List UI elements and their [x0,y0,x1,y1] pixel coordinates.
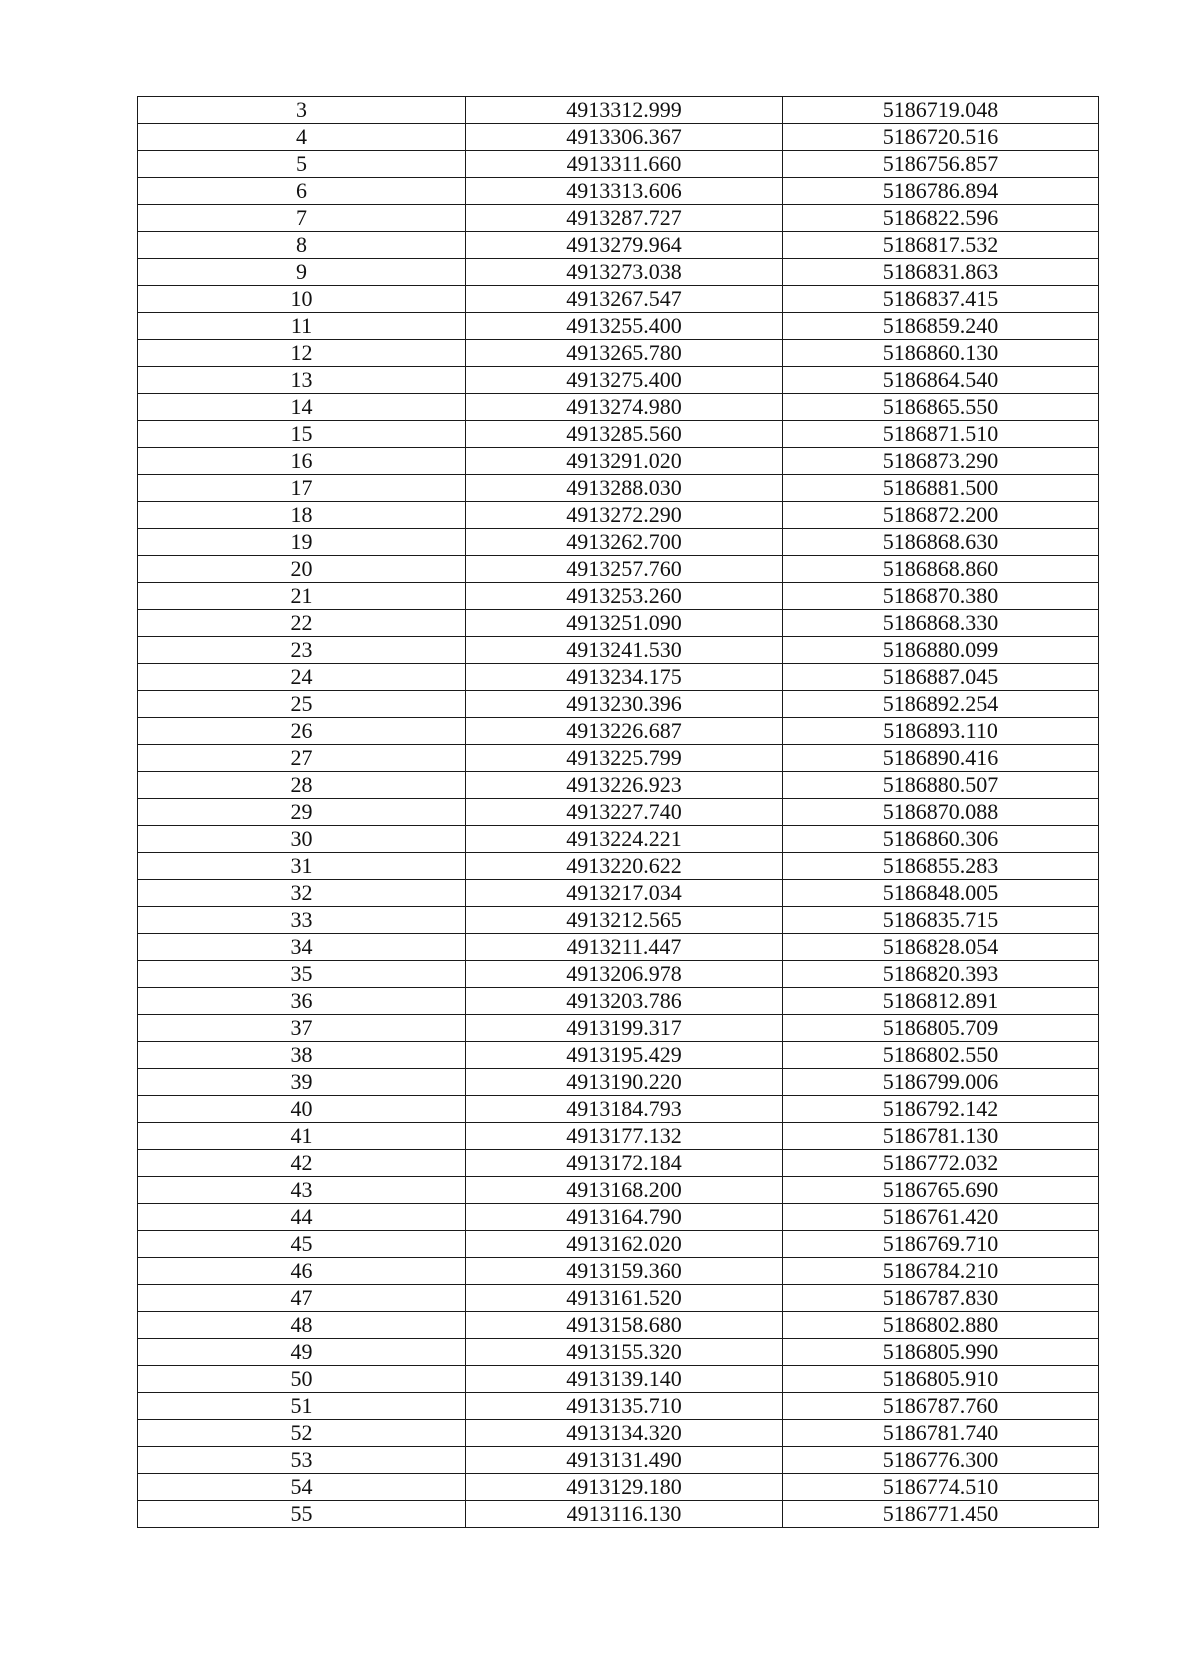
x-coordinate-cell: 4913287.727 [466,205,783,232]
table-row [138,583,1099,610]
point-number-cell: 16 [138,448,466,475]
point-number-cell: 44 [138,1204,466,1231]
point-number-cell: 7 [138,205,466,232]
point-number-cell: 21 [138,583,466,610]
y-coordinate-cell: 5186848.005 [783,880,1099,907]
y-coordinate-cell: 5186870.380 [783,583,1099,610]
x-coordinate-cell: 4913159.360 [466,1258,783,1285]
y-coordinate-cell: 5186771.450 [783,1501,1099,1528]
table-row [138,502,1099,529]
point-number-cell: 52 [138,1420,466,1447]
table-row [138,529,1099,556]
y-coordinate-cell: 5186887.045 [783,664,1099,691]
x-coordinate-cell: 4913279.964 [466,232,783,259]
table-row [138,1258,1099,1285]
x-coordinate-cell: 4913131.490 [466,1447,783,1474]
y-coordinate-cell: 5186792.142 [783,1096,1099,1123]
y-coordinate-cell: 5186859.240 [783,313,1099,340]
x-coordinate-cell: 4913195.429 [466,1042,783,1069]
y-coordinate-cell: 5186817.532 [783,232,1099,259]
table-row [138,232,1099,259]
x-coordinate-cell: 4913226.687 [466,718,783,745]
table-row [138,1150,1099,1177]
y-coordinate-cell: 5186786.894 [783,178,1099,205]
y-coordinate-cell: 5186781.740 [783,1420,1099,1447]
table-row [138,934,1099,961]
point-number-cell: 37 [138,1015,466,1042]
y-coordinate-cell: 5186820.393 [783,961,1099,988]
x-coordinate-cell: 4913226.923 [466,772,783,799]
point-number-cell: 50 [138,1366,466,1393]
point-number-cell: 4 [138,124,466,151]
x-coordinate-cell: 4913162.020 [466,1231,783,1258]
point-number-cell: 20 [138,556,466,583]
y-coordinate-cell: 5186805.910 [783,1366,1099,1393]
x-coordinate-cell: 4913184.793 [466,1096,783,1123]
y-coordinate-cell: 5186890.416 [783,745,1099,772]
x-coordinate-cell: 4913135.710 [466,1393,783,1420]
y-coordinate-cell: 5186872.200 [783,502,1099,529]
table-row [138,367,1099,394]
table-row [138,772,1099,799]
table-row [138,826,1099,853]
point-number-cell: 55 [138,1501,466,1528]
point-number-cell: 22 [138,610,466,637]
y-coordinate-cell: 5186787.760 [783,1393,1099,1420]
x-coordinate-cell: 4913164.790 [466,1204,783,1231]
table-row [138,691,1099,718]
y-coordinate-cell: 5186805.709 [783,1015,1099,1042]
y-coordinate-cell: 5186868.860 [783,556,1099,583]
y-coordinate-cell: 5186837.415 [783,286,1099,313]
coordinates-table [137,96,1099,1528]
point-number-cell: 36 [138,988,466,1015]
y-coordinate-cell: 5186860.306 [783,826,1099,853]
point-number-cell: 17 [138,475,466,502]
table-row [138,1123,1099,1150]
y-coordinate-cell: 5186802.550 [783,1042,1099,1069]
table-row [138,475,1099,502]
x-coordinate-cell: 4913313.606 [466,178,783,205]
table-row [138,718,1099,745]
table-row [138,1393,1099,1420]
y-coordinate-cell: 5186720.516 [783,124,1099,151]
point-number-cell: 8 [138,232,466,259]
point-number-cell: 41 [138,1123,466,1150]
table-row [138,1042,1099,1069]
x-coordinate-cell: 4913285.560 [466,421,783,448]
table-row [138,286,1099,313]
coordinates-table-body [138,97,1099,1528]
table-row [138,1447,1099,1474]
point-number-cell: 23 [138,637,466,664]
table-row [138,988,1099,1015]
point-number-cell: 6 [138,178,466,205]
x-coordinate-cell: 4913291.020 [466,448,783,475]
table-row [138,1366,1099,1393]
x-coordinate-cell: 4913312.999 [466,97,783,124]
point-number-cell: 32 [138,880,466,907]
x-coordinate-cell: 4913161.520 [466,1285,783,1312]
table-row [138,556,1099,583]
y-coordinate-cell: 5186802.880 [783,1312,1099,1339]
point-number-cell: 49 [138,1339,466,1366]
point-number-cell: 48 [138,1312,466,1339]
table-row [138,178,1099,205]
y-coordinate-cell: 5186772.032 [783,1150,1099,1177]
x-coordinate-cell: 4913251.090 [466,610,783,637]
point-number-cell: 35 [138,961,466,988]
x-coordinate-cell: 4913220.622 [466,853,783,880]
point-number-cell: 31 [138,853,466,880]
point-number-cell: 29 [138,799,466,826]
table-row [138,259,1099,286]
point-number-cell: 15 [138,421,466,448]
y-coordinate-cell: 5186774.510 [783,1474,1099,1501]
x-coordinate-cell: 4913227.740 [466,799,783,826]
x-coordinate-cell: 4913190.220 [466,1069,783,1096]
point-number-cell: 12 [138,340,466,367]
point-number-cell: 25 [138,691,466,718]
y-coordinate-cell: 5186870.088 [783,799,1099,826]
x-coordinate-cell: 4913217.034 [466,880,783,907]
table-row [138,97,1099,124]
x-coordinate-cell: 4913267.547 [466,286,783,313]
x-coordinate-cell: 4913129.180 [466,1474,783,1501]
table-row [138,610,1099,637]
table-row [138,340,1099,367]
x-coordinate-cell: 4913206.978 [466,961,783,988]
x-coordinate-cell: 4913255.400 [466,313,783,340]
point-number-cell: 51 [138,1393,466,1420]
x-coordinate-cell: 4913225.799 [466,745,783,772]
point-number-cell: 54 [138,1474,466,1501]
table-row [138,745,1099,772]
point-number-cell: 53 [138,1447,466,1474]
x-coordinate-cell: 4913134.320 [466,1420,783,1447]
point-number-cell: 26 [138,718,466,745]
y-coordinate-cell: 5186784.210 [783,1258,1099,1285]
table-row [138,664,1099,691]
table-row [138,124,1099,151]
x-coordinate-cell: 4913203.786 [466,988,783,1015]
y-coordinate-cell: 5186719.048 [783,97,1099,124]
y-coordinate-cell: 5186761.420 [783,1204,1099,1231]
x-coordinate-cell: 4913212.565 [466,907,783,934]
y-coordinate-cell: 5186893.110 [783,718,1099,745]
table-row [138,1015,1099,1042]
x-coordinate-cell: 4913274.980 [466,394,783,421]
x-coordinate-cell: 4913139.140 [466,1366,783,1393]
y-coordinate-cell: 5186880.507 [783,772,1099,799]
x-coordinate-cell: 4913234.175 [466,664,783,691]
x-coordinate-cell: 4913253.260 [466,583,783,610]
point-number-cell: 10 [138,286,466,313]
x-coordinate-cell: 4913177.132 [466,1123,783,1150]
x-coordinate-cell: 4913155.320 [466,1339,783,1366]
x-coordinate-cell: 4913224.221 [466,826,783,853]
table-row [138,1285,1099,1312]
y-coordinate-cell: 5186822.596 [783,205,1099,232]
y-coordinate-cell: 5186835.715 [783,907,1099,934]
table-row [138,853,1099,880]
y-coordinate-cell: 5186892.254 [783,691,1099,718]
point-number-cell: 13 [138,367,466,394]
x-coordinate-cell: 4913306.367 [466,124,783,151]
x-coordinate-cell: 4913311.660 [466,151,783,178]
point-number-cell: 5 [138,151,466,178]
y-coordinate-cell: 5186781.130 [783,1123,1099,1150]
point-number-cell: 14 [138,394,466,421]
table-row [138,421,1099,448]
table-row [138,1339,1099,1366]
y-coordinate-cell: 5186787.830 [783,1285,1099,1312]
point-number-cell: 28 [138,772,466,799]
point-number-cell: 9 [138,259,466,286]
point-number-cell: 42 [138,1150,466,1177]
point-number-cell: 34 [138,934,466,961]
y-coordinate-cell: 5186860.130 [783,340,1099,367]
y-coordinate-cell: 5186756.857 [783,151,1099,178]
point-number-cell: 39 [138,1069,466,1096]
table-row [138,1420,1099,1447]
y-coordinate-cell: 5186776.300 [783,1447,1099,1474]
point-number-cell: 45 [138,1231,466,1258]
x-coordinate-cell: 4913275.400 [466,367,783,394]
x-coordinate-cell: 4913262.700 [466,529,783,556]
table-row [138,1069,1099,1096]
table-row [138,1204,1099,1231]
point-number-cell: 38 [138,1042,466,1069]
table-row [138,637,1099,664]
point-number-cell: 40 [138,1096,466,1123]
point-number-cell: 46 [138,1258,466,1285]
point-number-cell: 47 [138,1285,466,1312]
x-coordinate-cell: 4913257.760 [466,556,783,583]
y-coordinate-cell: 5186765.690 [783,1177,1099,1204]
x-coordinate-cell: 4913116.130 [466,1501,783,1528]
x-coordinate-cell: 4913172.184 [466,1150,783,1177]
x-coordinate-cell: 4913168.200 [466,1177,783,1204]
x-coordinate-cell: 4913272.290 [466,502,783,529]
table-row [138,205,1099,232]
table-row [138,1501,1099,1528]
y-coordinate-cell: 5186855.283 [783,853,1099,880]
y-coordinate-cell: 5186881.500 [783,475,1099,502]
point-number-cell: 18 [138,502,466,529]
table-row [138,394,1099,421]
y-coordinate-cell: 5186880.099 [783,637,1099,664]
x-coordinate-cell: 4913230.396 [466,691,783,718]
table-row [138,880,1099,907]
x-coordinate-cell: 4913273.038 [466,259,783,286]
x-coordinate-cell: 4913265.780 [466,340,783,367]
y-coordinate-cell: 5186799.006 [783,1069,1099,1096]
table-row [138,1177,1099,1204]
y-coordinate-cell: 5186831.863 [783,259,1099,286]
y-coordinate-cell: 5186864.540 [783,367,1099,394]
y-coordinate-cell: 5186828.054 [783,934,1099,961]
table-row [138,1312,1099,1339]
x-coordinate-cell: 4913199.317 [466,1015,783,1042]
y-coordinate-cell: 5186865.550 [783,394,1099,421]
y-coordinate-cell: 5186812.891 [783,988,1099,1015]
x-coordinate-cell: 4913211.447 [466,934,783,961]
point-number-cell: 19 [138,529,466,556]
point-number-cell: 11 [138,313,466,340]
table-row [138,907,1099,934]
point-number-cell: 30 [138,826,466,853]
y-coordinate-cell: 5186873.290 [783,448,1099,475]
x-coordinate-cell: 4913288.030 [466,475,783,502]
table-row [138,1231,1099,1258]
table-row [138,313,1099,340]
point-number-cell: 24 [138,664,466,691]
point-number-cell: 27 [138,745,466,772]
table-row [138,799,1099,826]
table-row [138,1474,1099,1501]
x-coordinate-cell: 4913241.530 [466,637,783,664]
y-coordinate-cell: 5186805.990 [783,1339,1099,1366]
table-row [138,1096,1099,1123]
y-coordinate-cell: 5186871.510 [783,421,1099,448]
point-number-cell: 33 [138,907,466,934]
y-coordinate-cell: 5186868.630 [783,529,1099,556]
table-row [138,961,1099,988]
y-coordinate-cell: 5186769.710 [783,1231,1099,1258]
x-coordinate-cell: 4913158.680 [466,1312,783,1339]
point-number-cell: 43 [138,1177,466,1204]
y-coordinate-cell: 5186868.330 [783,610,1099,637]
table-row [138,151,1099,178]
point-number-cell: 3 [138,97,466,124]
table-row [138,448,1099,475]
